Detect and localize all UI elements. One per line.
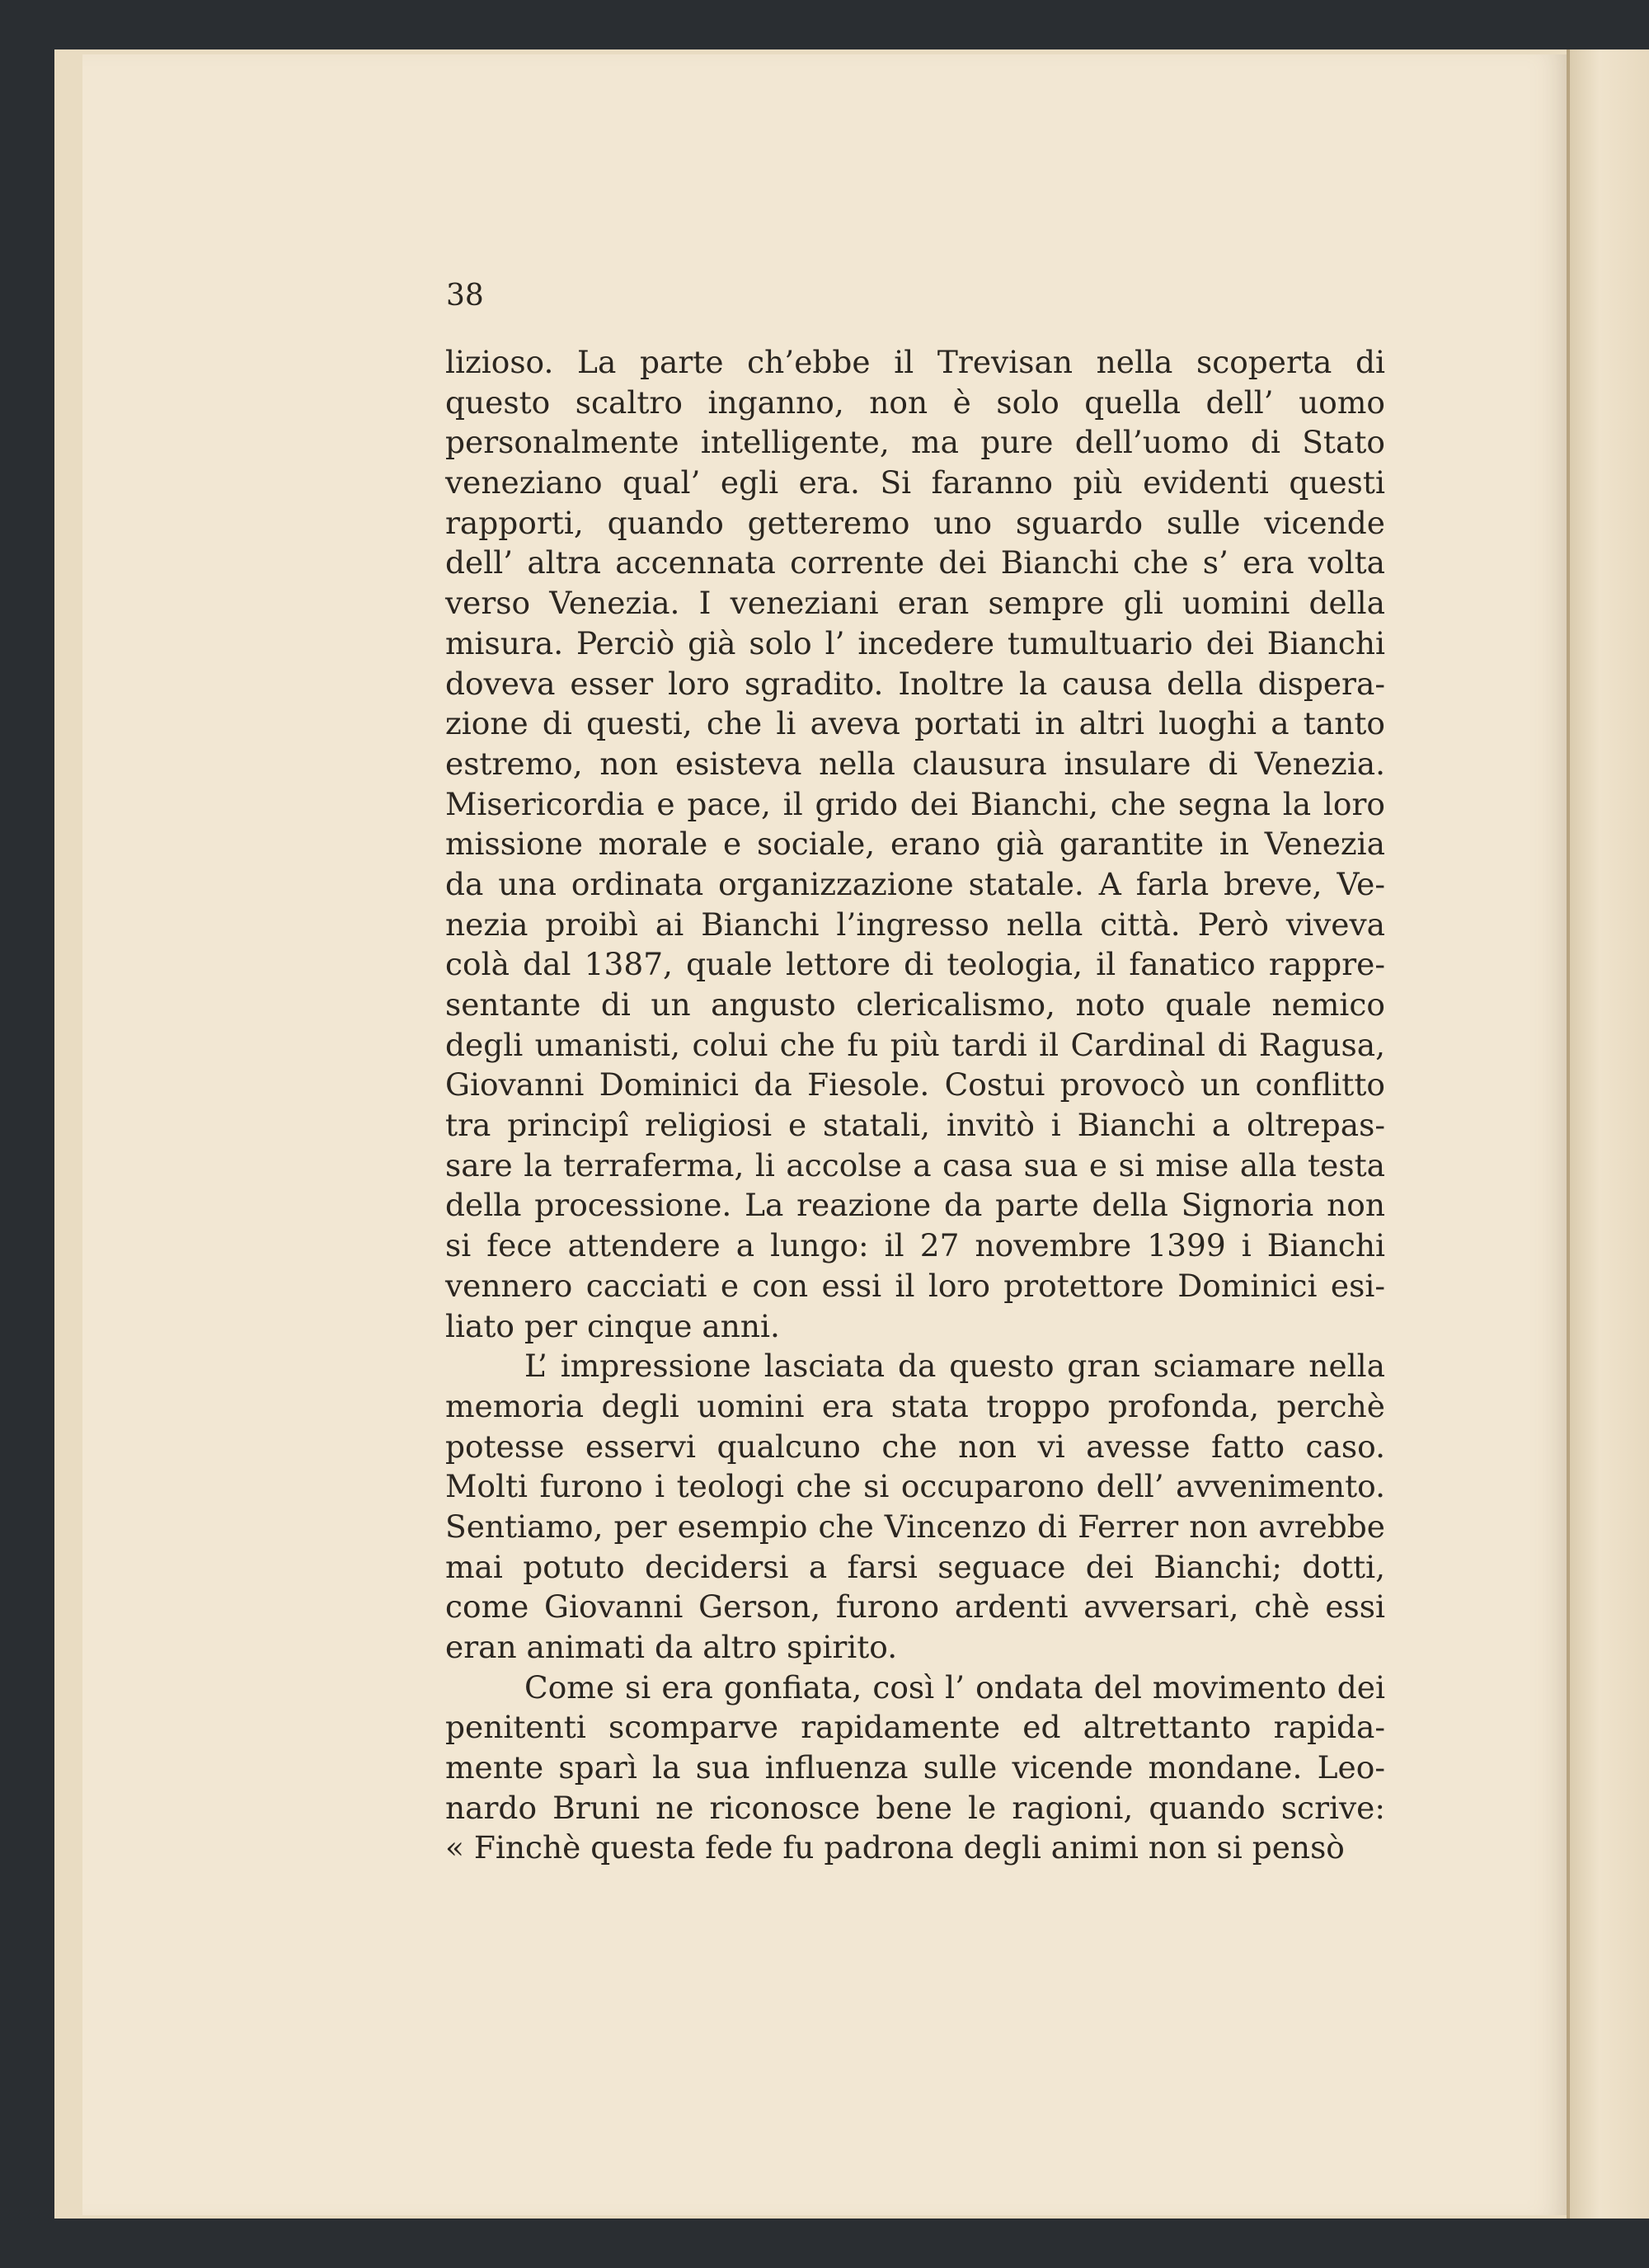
text-line: vennero cacciati e con essi il loro protettore Dominici esi-	[445, 1267, 1385, 1304]
text-line: Molti furono i teologi che si occuparono dell’ avvenimento.	[445, 1468, 1385, 1505]
text-line: degli umanisti, colui che fu più tardi il Cardinal di Ragusa,	[445, 1026, 1385, 1063]
text-line: Misericordia e pace, il grido dei Bianchi, che segna la loro	[445, 785, 1385, 822]
paragraph	[445, 1668, 1385, 1868]
text-line: rapporti, quando getteremo uno sguardo sulle vicende	[445, 504, 1385, 541]
text-line: zione di questi, che li aveva portati in altri luoghi a tanto	[445, 705, 1385, 742]
text-line: estremo, non esisteva nella clausura insulare di Venezia.	[445, 745, 1385, 782]
facing-page-edge	[1567, 49, 1649, 2219]
text-line: mai potuto decidersi a farsi seguace dei Bianchi; dotti,	[445, 1548, 1385, 1585]
paragraph	[445, 1346, 1385, 1668]
text-line: verso Venezia. I veneziani eran sempre gli uomini della	[445, 585, 1385, 622]
text-line: L’ impressione lasciata da questo gran sciamare nella	[524, 1348, 1385, 1385]
text-line: veneziano qual’ egli era. Si faranno più evidenti questi	[445, 464, 1385, 501]
text-line: memoria degli uomini era stata troppo profonda, perchè	[445, 1387, 1385, 1424]
book-gutter	[1567, 49, 1570, 2219]
text-line: tra principî religiosi e statali, invitò i Bianchi a oltrepas-	[445, 1107, 1385, 1144]
text-line: come Giovanni Gerson, furono ardenti avversari, chè essi	[445, 1588, 1385, 1626]
text-line: missione morale e sociale, erano già garantite in Venezia	[445, 826, 1385, 863]
text-line: nardo Bruni ne riconosce bene le ragioni, quando scrive:	[445, 1789, 1385, 1826]
text-line: sentante di un angusto clericalismo, noto quale nemico	[445, 986, 1385, 1023]
text-line: colà dal 1387, quale lettore di teologia, il fanatico rappre-	[445, 946, 1385, 983]
text-line: sare la terraferma, li accolse a casa sua e si mise alla testa	[445, 1146, 1385, 1183]
text-line: Giovanni Dominici da Fiesole. Costui provocò un conflitto	[445, 1066, 1385, 1103]
paragraph	[445, 342, 1385, 1346]
text-line: da una ordinata organizzazione statale. A farla breve, Ve-	[445, 865, 1385, 902]
text-line: potesse esservi qualcuno che non vi avesse fatto caso.	[445, 1428, 1385, 1465]
text-line: « Finchè questa fede fu padrona degli animi non si pensò	[445, 1829, 1345, 1866]
text-line: della processione. La reazione da parte della Signoria non	[445, 1187, 1385, 1224]
text-line: si fece attendere a lungo: il 27 novembre 1399 i Bianchi	[445, 1227, 1385, 1264]
text-line: personalmente intelligente, ma pure dell’uomo di Stato	[445, 424, 1385, 461]
text-line: nezia proibì ai Bianchi l’ingresso nella città. Però viveva	[445, 906, 1385, 943]
text-line: misura. Perciò già solo l’ incedere tumultuario dei Bianchi	[445, 624, 1385, 661]
text-line: liato per cinque anni.	[445, 1307, 780, 1344]
text-line: Come si era gonfiata, così l’ ondata del movimento dei	[524, 1668, 1385, 1706]
text-line: penitenti scomparve rapidamente ed altrettanto rapida-	[445, 1709, 1385, 1746]
body-text	[445, 342, 1385, 1868]
text-line: eran animati da altro spirito.	[445, 1629, 898, 1665]
page-number: 38	[446, 279, 484, 313]
text-line: doveva esser loro sgradito. Inoltre la causa della dispera-	[445, 665, 1385, 702]
text-line: Sentiamo, per esempio che Vincenzo di Ferrer non avrebbe	[445, 1508, 1385, 1545]
text-line: dell’ altra accennata corrente dei Bianchi che s’ era volta	[445, 544, 1385, 581]
text-line: questo scaltro inganno, non è solo quella dell’ uomo	[445, 383, 1385, 421]
text-line: lizioso. La parte ch’ebbe il Trevisan nella scoperta di	[445, 344, 1385, 380]
text-line: mente sparì la sua influenza sulle vicende mondane. Leo-	[445, 1749, 1385, 1786]
